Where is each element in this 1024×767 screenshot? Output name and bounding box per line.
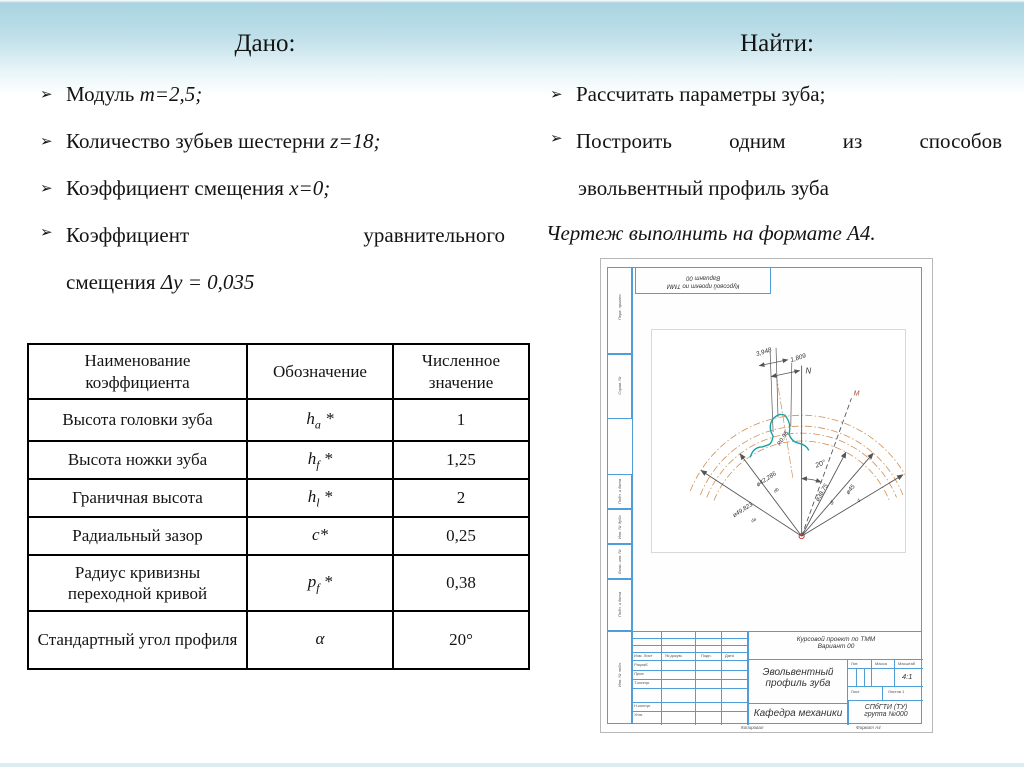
arrow-bullet-icon: ➢	[550, 131, 563, 147]
pressure-angle-arc	[802, 479, 821, 482]
col-header-value: Численное значение	[393, 344, 529, 399]
dia-symbol-base: db	[772, 486, 780, 494]
line-m-label: M	[853, 390, 860, 398]
table-row	[28, 517, 529, 555]
find-item-2-line1	[550, 129, 1002, 154]
coef-value: 20°	[393, 611, 529, 669]
given-title: Дано:	[234, 30, 296, 57]
gear-circles-arcs	[690, 415, 905, 500]
coef-symbol: $p_f$ *	[247, 555, 393, 611]
arrow-bullet-icon: ➢	[550, 87, 563, 103]
arrow-bullet-icon: ➢	[40, 87, 53, 103]
coef-name: Граничная высота	[28, 479, 247, 517]
coef-name: Радиус кривизны переходной кривой	[28, 555, 247, 611]
drawing-format-note: Чертеж выполнить на формате А4.	[546, 221, 876, 245]
format-label: Формат А4	[856, 725, 881, 730]
dia-label-outer: ø49,823	[731, 501, 755, 520]
coef-symbol: $h_a$ *	[247, 399, 393, 441]
project-line2: Вариант 00	[817, 643, 855, 650]
org-line1: СПбГТИ (ТУ)	[864, 704, 908, 711]
given-item-1	[40, 82, 202, 107]
table-row	[28, 441, 529, 479]
table-row	[28, 479, 529, 517]
dia-symbol-outer: da	[750, 516, 758, 524]
given-item-1-lead: Модуль	[66, 82, 140, 106]
project-line1: Курсовой проект по ТММ	[796, 636, 876, 643]
title-block	[632, 631, 922, 724]
row-razrab: Разраб.	[634, 662, 649, 667]
given-item-3	[40, 176, 330, 201]
col-header-name: Наименование коэффициента	[28, 344, 247, 399]
dim-label: 3,948	[755, 346, 773, 359]
col-doc: № докум.	[665, 653, 683, 658]
department-cell: Кафедра механики	[748, 704, 848, 725]
dia-symbol-pitch: d	[855, 497, 862, 504]
project-name-cell	[748, 632, 923, 660]
coef-name: Радиальный зазор	[28, 517, 247, 555]
find-title: Найти:	[740, 30, 814, 57]
footer-tint-band	[0, 763, 1024, 767]
doc-title-line1: Эвольвентный	[762, 667, 834, 678]
top-stamp-line2: Вариант 00	[686, 274, 720, 281]
coef-symbol: $h_f$ *	[247, 441, 393, 479]
mass-label: Масса	[875, 661, 887, 666]
dim-line-tip-thickness	[771, 371, 800, 377]
coef-value: 0,25	[393, 517, 529, 555]
arrow-bullet-icon: ➢	[40, 181, 53, 197]
tooth-profile-figure	[651, 329, 906, 553]
lit-label: Лит.	[851, 661, 859, 666]
arrow-bullet-icon: ➢	[40, 225, 53, 241]
coef-symbol: c*	[247, 517, 393, 555]
side-cell: Справ. №	[607, 354, 632, 419]
coef-symbol: α	[247, 611, 393, 669]
coef-name: Высота ножки зуба	[28, 441, 247, 479]
side-cell: Инв. № дубл.	[607, 509, 632, 544]
given-item-1-math: m=2,5;	[139, 82, 203, 106]
revision-grid	[633, 632, 748, 725]
top-stamp	[635, 267, 771, 294]
col-izm-list: Изм. Лист	[634, 653, 653, 658]
sheets-label: Листов 1	[888, 689, 905, 694]
col-podp: Подп.	[701, 653, 712, 658]
arrow-bullet-icon: ➢	[40, 134, 53, 150]
line-n-label: N	[805, 366, 812, 376]
side-cell: Подп. и дата	[607, 474, 632, 509]
coefficients-table	[27, 343, 530, 670]
table-row	[28, 611, 529, 669]
given-item-4-line1	[40, 223, 505, 248]
find-item-1-text: Рассчитать параметры зуба;	[576, 82, 826, 106]
dia-label-base: ø42,286	[755, 470, 778, 489]
dim-line-tooth-thickness	[759, 360, 788, 366]
row-prov: Пров.	[634, 671, 645, 676]
dia-symbol-root: df	[828, 499, 835, 506]
given-item-4-word1: Коэффициент	[66, 223, 190, 247]
row-nkontr: Н.контр.	[634, 703, 651, 708]
table-row	[28, 399, 529, 441]
given-item-3-lead: Коэффициент смещения	[66, 176, 290, 200]
angle-label: 20°	[814, 459, 827, 470]
find-item-1	[550, 82, 825, 107]
fillet-radius-label: R0,95	[776, 430, 790, 448]
scale-value: 4:1	[902, 672, 913, 681]
top-stamp-line1: Курсовой проект по ТММ	[666, 282, 740, 289]
coef-name: Высота головки зуба	[28, 399, 247, 441]
row-utv: Утв.	[634, 712, 644, 717]
given-item-4-word2: уравнительного	[363, 223, 505, 247]
organization-cell	[848, 700, 923, 725]
find-item-2-line1-text: Построить одним из способов	[576, 129, 1002, 153]
tooth-profile-svg	[652, 330, 905, 552]
col-data: Дата	[725, 653, 734, 658]
given-item-3-math: x=0;	[289, 176, 331, 200]
given-item-2	[40, 129, 381, 154]
coef-value: 0,38	[393, 555, 529, 611]
org-line2: группа №000	[864, 711, 908, 718]
coef-name: Стандартный угол профиля	[28, 611, 247, 669]
lit-mass-scale-grid	[848, 660, 923, 700]
diameter-lines	[701, 366, 903, 536]
side-cell: Подп. и дата	[607, 579, 632, 631]
given-item-4-line2-lead: смещения	[66, 270, 161, 294]
dia-label-pitch: ø45	[844, 483, 857, 496]
gost-drawing-sheet	[600, 258, 933, 733]
given-item-2-math: z=18;	[330, 129, 381, 153]
given-item-4-line2	[66, 270, 254, 295]
doc-title-cell	[748, 660, 848, 704]
coef-value: 1	[393, 399, 529, 441]
row-tkontr: Т.контр.	[634, 680, 651, 685]
scale-label: Масштаб	[898, 661, 916, 666]
table-row	[28, 555, 529, 611]
given-item-4-line2-math: Δy = 0,035	[160, 270, 255, 294]
dim-label: 1,809	[789, 352, 807, 365]
col-header-symbol: Обозначение	[247, 344, 393, 399]
coef-symbol: $h_l$ *	[247, 479, 393, 517]
dia-label-root: ø38,75	[814, 482, 830, 503]
doc-title-line2: профиль зуба	[765, 678, 831, 689]
side-cell: Инв. № подл.	[607, 631, 632, 724]
sheet-label: Лист	[851, 689, 860, 694]
find-item-2-line2: эвольвентный профиль зуба	[578, 176, 829, 200]
side-cell: Перв. примен.	[607, 267, 632, 354]
given-item-2-lead: Количество зубьев шестерни	[66, 129, 331, 153]
coef-value: 2	[393, 479, 529, 517]
copied-label: Копировал	[741, 725, 764, 730]
side-cell: Взам. инв. №	[607, 544, 632, 579]
figure-labels	[731, 347, 861, 524]
coef-value: 1,25	[393, 441, 529, 479]
